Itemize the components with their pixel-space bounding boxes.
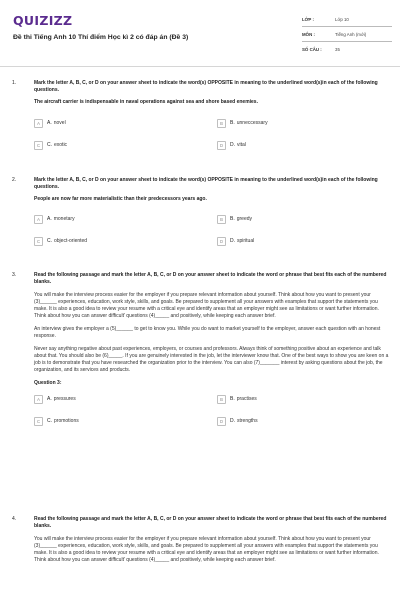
option-c[interactable]: [34, 139, 194, 151]
meta-key: LỚP :: [302, 16, 314, 22]
meta-key: MÔN :: [302, 31, 315, 37]
option-c[interactable]: [34, 415, 194, 427]
option-letter: D.: [230, 418, 235, 424]
question-instruction: Mark the letter A, B, C, or D on your answer sheet to indicate the word(s) OPPOSITE in meaning to the underlined word(s)in each of the following questions.: [34, 177, 378, 190]
option-text: novel: [53, 120, 66, 126]
question-instruction: Mark the letter A, B, C, or D on your answer sheet to indicate the word(s) OPPOSITE in meaning to the underlined word(s)in each of the following questions.: [34, 80, 378, 93]
option-d-box: D: [217, 141, 226, 150]
question-number: 4.: [12, 516, 17, 522]
question-sub-label: Question 3:: [34, 380, 62, 386]
option-letter: D.: [230, 142, 235, 148]
option-b-box: B: [217, 119, 226, 128]
option-c-box: C: [34, 417, 43, 426]
option-text: practises: [236, 396, 257, 402]
passage-paragraph: You will make the interview process easier for the employer if you prepare relevant information about yourself. Think about how you want to present your (3)______ experiences, education, work style, skills, and goals. Be prepared to supplement all your answers with examples that support the statements you make. It is also a good idea to review your resume with a critical eye and identify areas that an employer might see as limitations or want further information. Think about how you can answer difficult' questions (4)_____ and positively, while keeping each answer brief.: [34, 292, 379, 319]
option-a[interactable]: [34, 213, 194, 225]
option-text: promotions: [54, 418, 79, 424]
question-number: 3.: [12, 272, 17, 278]
option-letter: B.: [230, 216, 235, 222]
meta-row-class: [302, 12, 392, 27]
option-letter: B.: [230, 120, 235, 126]
option-a-box: A: [34, 119, 43, 128]
option-a[interactable]: [34, 117, 194, 129]
option-letter: D.: [230, 238, 235, 244]
option-text: vital: [237, 142, 246, 148]
option-b-box: B: [217, 395, 226, 404]
worksheet-title: Đề thi Tiếng Anh 10 Thí điểm Học kì 2 có đáp án (Đề 3): [13, 34, 189, 41]
option-b-box: B: [217, 215, 226, 224]
question-sentence: The aircraft carrier is indispensable in naval operations against sea and shore based enemies.: [34, 99, 258, 105]
option-letter: A.: [47, 396, 52, 402]
option-letter: C.: [47, 142, 52, 148]
meta-value: 35: [335, 47, 340, 52]
option-c-box: C: [34, 237, 43, 246]
option-b[interactable]: [217, 213, 377, 225]
option-letter: C.: [47, 238, 52, 244]
option-c-box: C: [34, 141, 43, 150]
option-a-box: A: [34, 215, 43, 224]
option-d-box: D: [217, 237, 226, 246]
answer-options: [34, 393, 390, 429]
question-number: 2.: [12, 177, 17, 183]
question-instruction: Read the following passage and mark the letter A, B, C, or D on your answer sheet to indicate the word or phrase that best fits each of the numbered blanks.: [34, 516, 387, 529]
worksheet-header: [0, 0, 400, 66]
question-number: 1.: [12, 80, 17, 86]
option-d-box: D: [217, 417, 226, 426]
passage-paragraph: Never say anything negative about past experiences, employers, or courses and professors. Always think of something positive about an experience and talk about that. You should also be (6)_____. If you are genuinely interested in the job, let the interviewer know that. One of the best ways to show you are keen on a job is to demonstrate that you have researched the organization prior to the interview. You can also (7)_______ interest by asking questions about the job, the organization, and its services and products.: [34, 346, 389, 373]
option-text: monetary: [53, 216, 75, 222]
passage-paragraph: You will make the interview process easier for the employer if you prepare relevant information about yourself. Think about how you want to present your (3)______ experiences, education, work style, skills, and goals. Be prepared to supplement all your answers with examples that support the statements you make. It is also a good idea to review your resume with a critical eye and identify areas that an employer might see as limitations or want further information. Think about how you can answer difficult' questions (4)_____ and positively, while keeping each answer brief.: [34, 536, 379, 563]
question-body: [34, 516, 390, 564]
meta-row-question-count: [302, 42, 392, 57]
question-body: [34, 80, 390, 153]
answer-options: [34, 213, 390, 249]
question-instruction: Read the following passage and mark the letter A, B, C, or D on your answer sheet to indicate the word or phrase that best fits each of the numbered blanks.: [34, 272, 387, 285]
option-letter: A.: [47, 216, 52, 222]
question-body: [34, 272, 390, 429]
option-d[interactable]: [217, 235, 377, 247]
option-letter: A.: [47, 120, 52, 126]
option-text: spiritual: [237, 238, 255, 244]
meta-value: Tiếng Anh (mới): [335, 31, 367, 37]
option-text: strengths: [237, 418, 258, 424]
answer-options: [34, 117, 390, 153]
worksheet-meta-table: [302, 12, 392, 57]
option-c[interactable]: [34, 235, 194, 247]
option-b[interactable]: [217, 117, 377, 129]
header-divider: [0, 66, 400, 67]
option-b[interactable]: [217, 393, 377, 405]
option-text: unneccessary: [236, 120, 268, 126]
passage-paragraph: An interview gives the employer a (5)______ to get to know you. While you do want to market yourself to the employer, answer each question with an honest response.: [34, 326, 381, 339]
option-text: exotic: [54, 142, 68, 148]
meta-row-subject: [302, 27, 392, 42]
option-text: greedy: [236, 216, 253, 222]
option-a[interactable]: [34, 393, 194, 405]
option-letter: C.: [47, 418, 52, 424]
option-text: pressures: [53, 396, 76, 402]
meta-value: Lớp 10: [335, 16, 349, 22]
option-text: object-oriented: [54, 238, 88, 244]
quizizz-logo: QUIZIZZ: [13, 13, 73, 28]
question-sentence: People are now far more materialistic than their predecessors years ago.: [34, 196, 207, 202]
option-letter: B.: [230, 396, 235, 402]
meta-key: SỐ CÂU :: [302, 47, 322, 52]
option-d[interactable]: [217, 139, 377, 151]
question-body: [34, 177, 390, 249]
option-a-box: A: [34, 395, 43, 404]
option-d[interactable]: [217, 415, 377, 427]
